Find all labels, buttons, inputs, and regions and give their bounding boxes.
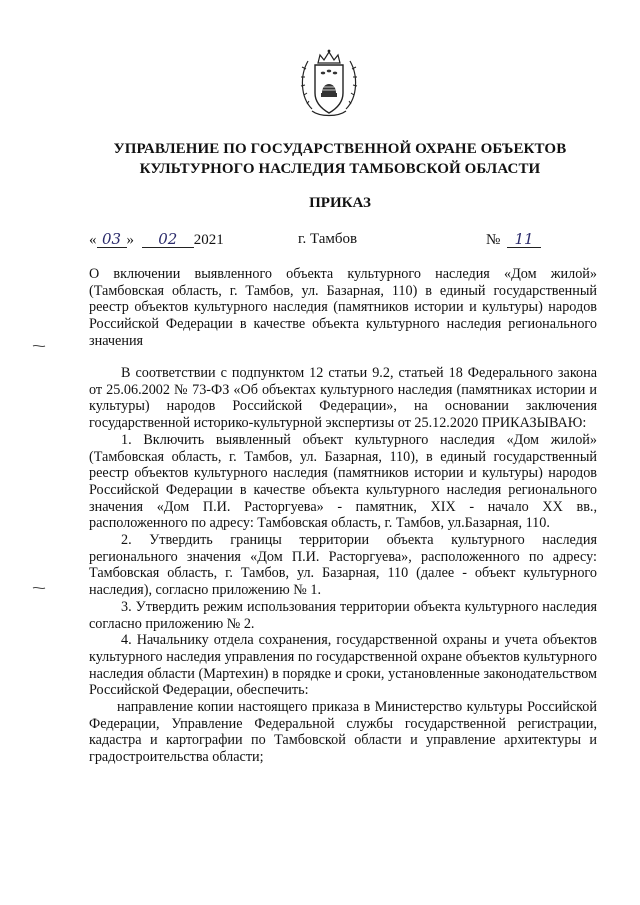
subject-text: О включении выявленного объекта культурного наследия «Дом жилой» (Тамбовская область, г. Тамбов, ул. Базарная, 110) в единый государственный реестр объектов культурного наследия (памятников истории и культуры) народов Российской Федерации в качестве объекта культурного наследия регионального значения <box>89 266 597 349</box>
number-value: 11 <box>507 231 541 248</box>
margin-punch-mark <box>32 343 46 349</box>
coat-of-arms-icon <box>298 47 360 123</box>
date-close-quote: » <box>126 232 134 248</box>
order-body <box>89 365 597 766</box>
organization-line-1: УПРАВЛЕНИЕ ПО ГОСУДАРСТВЕННОЙ ОХРАНЕ ОБЪЕКТОВ <box>113 141 567 157</box>
date-day: 03 <box>97 231 127 248</box>
order-number <box>486 231 541 249</box>
item-4-subitem-paragraph: направление копии настоящего приказа в Министерство культуры Российской Федерации, Управление Федеральной службы государственной регистрации, кадастра и картографии по Тамбовской области и управление архитектуры и градостроительства области; <box>89 699 597 766</box>
order-subject <box>89 266 597 350</box>
date-month: 02 <box>142 231 194 248</box>
order-date <box>89 231 224 249</box>
item-3-paragraph: 3. Утвердить режим использования территории объекта культурного наследия согласно приложению № 2. <box>89 598 597 632</box>
date-year: 2021 <box>193 232 224 248</box>
preamble-paragraph: В соответствии с подпунктом 12 статьи 9.2, статьей 18 Федерального закона от 25.06.2002 № 73-ФЗ «Об объектах культурного наследия (памятниках истории и культуры) народов Российской Федерации», на основании заключения государственной историко-культурной экспертизы от 25.12.2020 ПРИКАЗЫВАЮ: <box>89 365 597 432</box>
margin-punch-mark <box>32 585 46 591</box>
document-type: ПРИКАЗ <box>309 195 371 211</box>
item-2-paragraph: 2. Утвердить границы территории объекта культурного наследия регионального значения «Дом П.И. Расторгуева», расположенного по адресу: Тамбовская область, г. Тамбов, ул. Базарная, 110 (далее - объект культурного наследия), согласно приложению № 1. <box>89 532 597 599</box>
item-1-paragraph: 1. Включить выявленный объект культурного наследия «Дом жилой» (Тамбовская область, г. Тамбов, ул. Базарная, 110), в единый государственный реестр объектов культурного наследия (памятников истории и культуры) народов Российской Федерации в качестве объекта культурного наследия регионального значения «Дом П.И. Расторгуева» - памятник, XIX - начало XX вв., расположенного по адресу: Тамбовская область, г. Тамбов, ул.Базарная, 110. <box>89 431 597 532</box>
organization-line-2: КУЛЬТУРНОГО НАСЛЕДИЯ ТАМБОВСКОЙ ОБЛАСТИ <box>139 161 541 177</box>
order-city: г. Тамбов <box>298 231 358 247</box>
date-open-quote: « <box>89 232 97 248</box>
number-label: № <box>486 232 501 248</box>
organization-name <box>60 139 620 179</box>
item-4-paragraph: 4. Начальнику отдела сохранения, государственной охраны и учета объектов культурного наследия управления по государственной охране объектов культурного наследия области (Мартехин) в порядке и сроки, установленные законодательством Российской Федерации, обеспечить: <box>89 632 597 699</box>
